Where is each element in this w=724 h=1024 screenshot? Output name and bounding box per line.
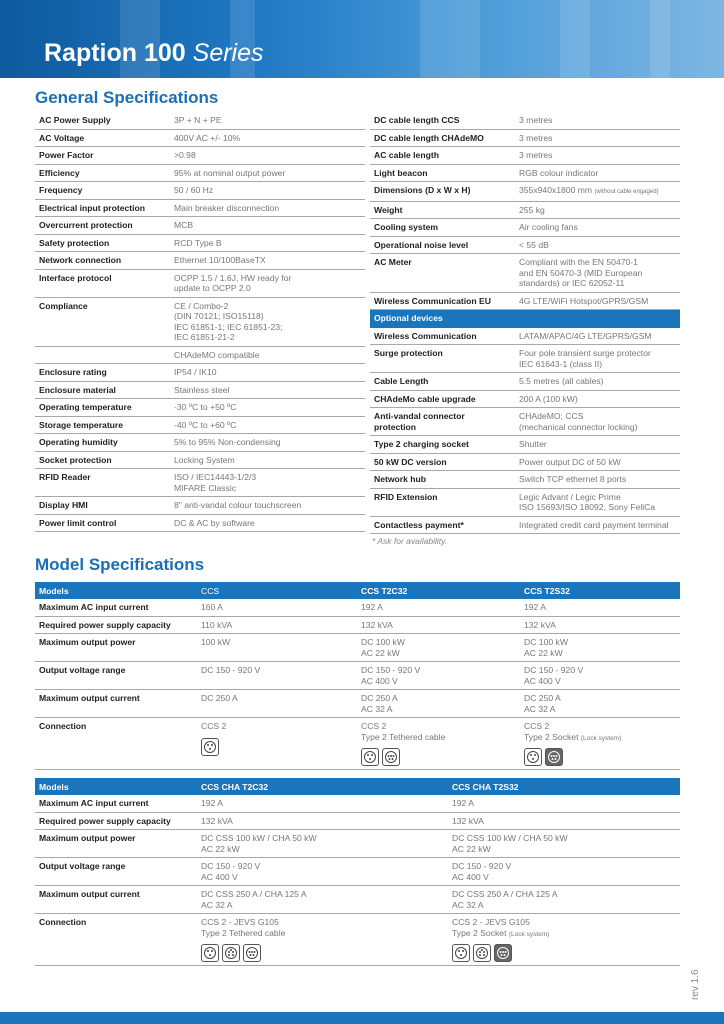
spec-value: [170, 133, 240, 144]
spec-value-text: 5.5 metres (all cables): [519, 376, 604, 386]
chademo-connector-icon: [222, 944, 240, 962]
spec-value-text: RCD Type B: [174, 237, 222, 248]
spec-row: [35, 515, 365, 533]
spec-value: [170, 150, 196, 161]
spec-value-text: CE / Combo-2 (DIN 70121; ISO15118) IEC 61851-1; IEC 61851-23; IEC 61851-21-2: [174, 300, 283, 342]
spec-value-text: Integrated credit card payment terminal: [519, 519, 669, 530]
spec-label: Power limit control: [39, 517, 117, 528]
spec-label: DC cable length CHAdeMO: [374, 132, 484, 143]
spec-label: Electrical input protection: [39, 202, 146, 213]
model-row: [35, 830, 680, 858]
spec-value: [515, 257, 642, 289]
spec-label: Cable Length: [374, 376, 429, 386]
spec-value: [515, 348, 651, 369]
page-title: Raption 100 Series: [44, 39, 264, 67]
spec-label: Weight: [374, 204, 403, 215]
spec-value: [515, 331, 652, 342]
model-value: 110 kVA: [201, 619, 233, 630]
spec-row: [35, 417, 365, 435]
spec-row: [370, 130, 680, 148]
connection-text: CCS 2 - JEVS G105 Type 2 Tethered cable: [201, 917, 286, 938]
spec-label: AC Meter: [374, 257, 412, 267]
model-value: 160 A: [201, 602, 223, 612]
spec-row: [35, 298, 365, 347]
spec-value-text: 400V AC +/- 10%: [174, 132, 241, 143]
connector-icons: [361, 748, 520, 766]
spec-value-text: MCB: [174, 220, 194, 230]
spec-label: CHAdeMo cable upgrade: [374, 393, 476, 404]
model-value: DC 250 A: [201, 693, 238, 703]
spec-row: [370, 310, 680, 328]
availability-footnote: * Ask for availability.: [372, 536, 448, 546]
model-header-cell: CCS: [201, 585, 220, 596]
spec-value: [170, 273, 291, 294]
model-value: 132 kVA: [361, 619, 393, 630]
model-value: DC 100 kW AC 22 kW: [524, 637, 568, 658]
model-header-cell: CCS T2S32: [524, 585, 570, 596]
spec-value: [515, 296, 648, 307]
general-spec-right-column: [370, 112, 680, 534]
spec-value: [515, 168, 598, 179]
spec-row: [370, 373, 680, 391]
spec-value: [170, 255, 266, 266]
model-value: DC 250 A AC 32 A: [524, 693, 561, 714]
spec-value-text: RGB colour indicator: [519, 167, 599, 178]
spec-value-text: 3P + N + PE: [174, 115, 222, 125]
spec-value-text: -30 ºC to +50 ºC: [174, 402, 237, 412]
spec-row: [35, 347, 365, 365]
spec-label: Frequency: [39, 185, 83, 195]
spec-value: [515, 376, 604, 387]
spec-value: [170, 203, 279, 214]
spec-value: [515, 205, 545, 216]
spec-label: Enclosure rating: [39, 367, 107, 377]
spec-value: [170, 472, 256, 493]
spec-label: Anti-vandal connector protection: [374, 411, 465, 432]
spec-value-text: -40 ºC to +60 ºC: [174, 419, 237, 430]
type2-connector-icon: [382, 748, 400, 766]
spec-label: Cooling system: [374, 222, 438, 232]
connector-icons: [452, 944, 680, 962]
model-header-cell: CCS CHA T2S32: [452, 781, 519, 792]
footer-bar: [0, 1012, 724, 1024]
header-banner: [0, 0, 724, 78]
spec-value: [515, 457, 621, 468]
spec-label: Interface protocol: [39, 272, 112, 283]
spec-value-text: Main breaker disconnection: [174, 202, 280, 213]
spec-row: [370, 112, 680, 130]
model-table-2: [35, 778, 680, 966]
spec-value: [515, 185, 659, 198]
connection-text: CCS 2 - JEVS G105 Type 2 Socket: [452, 917, 530, 938]
spec-row: [35, 182, 365, 200]
spec-value-text: 95% at nominal output power: [174, 167, 286, 178]
spec-row: [370, 237, 680, 255]
spec-label: Socket protection: [39, 454, 112, 465]
connector-icons: [524, 748, 680, 766]
model-value: 192 A: [361, 602, 383, 612]
spec-row: [35, 200, 365, 218]
spec-row: [370, 165, 680, 183]
spec-row: [370, 219, 680, 237]
model-header-cell: Models: [39, 585, 69, 596]
spec-value: [170, 168, 285, 179]
spec-row: [370, 345, 680, 373]
connector-icons: [201, 944, 448, 962]
spec-value-text: LATAM/APAC/4G LTE/GPRS/GSM: [519, 330, 652, 341]
spec-value: [170, 301, 282, 343]
model-row: [35, 690, 680, 718]
spec-value: [170, 402, 236, 413]
model-value: DC 100 kW AC 22 kW: [361, 637, 405, 658]
spec-row: [35, 130, 365, 148]
model-row-label: Required power supply capacity: [39, 619, 171, 630]
spec-row: [35, 434, 365, 452]
spec-label: Dimensions (D x W x H): [374, 185, 471, 195]
spec-value-text: >0.98: [174, 150, 196, 160]
spec-value: [170, 455, 235, 466]
model-value: DC 150 - 920 V AC 400 V: [361, 665, 421, 686]
model-row: [35, 886, 680, 914]
connection-value: [520, 721, 680, 766]
spec-value-text: 50 / 60 Hz: [174, 185, 214, 195]
model-value: 100 kW: [201, 637, 231, 647]
spec-label: Wireless Communication: [374, 330, 477, 341]
model-value: 132 kVA: [201, 815, 233, 826]
model-row-label: Connection: [39, 721, 87, 731]
model-row-label: Required power supply capacity: [39, 815, 171, 826]
connection-text: CCS 2 Type 2 Tethered cable: [361, 721, 446, 742]
connection-text: CCS 2: [201, 721, 227, 731]
spec-value: [515, 313, 519, 324]
spec-row: [370, 471, 680, 489]
spec-row: [370, 328, 680, 346]
spec-value: [170, 115, 222, 126]
spec-value: [515, 492, 655, 513]
spec-value-text: Four pole transient surge protector IEC 61643-1 (class II): [519, 348, 651, 369]
model-value: DC CSS 100 kW / CHA 50 kW AC 22 kW: [201, 833, 317, 854]
model-value: 192 A: [201, 798, 223, 808]
ccs-connector-icon: [452, 944, 470, 962]
connection-text: CCS 2 Type 2 Socket: [524, 721, 579, 742]
model-row: [35, 634, 680, 662]
spec-row: [370, 454, 680, 472]
model-row-label: Output voltage range: [39, 665, 126, 675]
spec-label: Display HMI: [39, 500, 88, 510]
spec-label: Optional devices: [374, 313, 443, 323]
model-value: 132 kVA: [452, 815, 484, 826]
spec-value-text: 200 A (100 kW): [519, 393, 578, 404]
spec-label: Operating temperature: [39, 402, 132, 412]
spec-value: [515, 520, 669, 531]
model-row: [35, 795, 680, 813]
spec-value-text: 4G LTE/WiFi Hotspot/GPRS/GSM: [519, 295, 649, 306]
spec-value: [515, 133, 552, 144]
model-value: DC 150 - 920 V AC 400 V: [524, 665, 584, 686]
spec-value: [170, 350, 260, 361]
model-row: [35, 813, 680, 831]
general-specifications-heading: General Specifications: [35, 88, 219, 107]
spec-label: Surge protection: [374, 348, 443, 358]
spec-value: [515, 474, 626, 485]
spec-value: [515, 394, 578, 405]
spec-value-text: 355x940x1800 mm: [519, 185, 593, 195]
model-row: [35, 599, 680, 617]
spec-value-text: 3 metres: [519, 150, 553, 160]
spec-value-text: CHAdeMO compatible: [174, 349, 260, 360]
spec-value: [170, 518, 255, 529]
spec-value-text: 8" anti-vandal colour touchscreen: [174, 500, 302, 510]
model-value: DC CSS 250 A / CHA 125 A AC 32 A: [452, 889, 558, 910]
spec-label: RFID Reader: [39, 472, 91, 482]
type2-connector-icon: [545, 748, 563, 766]
spec-label: Operating humidity: [39, 437, 118, 447]
spec-row: [35, 147, 365, 165]
spec-label: Enclosure material: [39, 384, 116, 395]
spec-label: Storage temperature: [39, 419, 124, 430]
model-specifications-heading: Model Specifications: [35, 555, 205, 574]
spec-label: Network hub: [374, 474, 427, 484]
spec-label: AC cable length: [374, 150, 439, 160]
spec-row: [35, 252, 365, 270]
spec-value-text: OCPP 1.5 / 1.6J, HW ready for update to OCPP 2.0: [174, 272, 292, 293]
model-value: DC 150 - 920 V: [201, 665, 261, 675]
spec-value-text: Air cooling fans: [519, 222, 578, 232]
model-header-cell: Models: [39, 781, 69, 792]
spec-label: Light beacon: [374, 167, 428, 178]
spec-value: [170, 367, 217, 378]
model-value: 192 A: [452, 798, 474, 808]
spec-value: [515, 222, 578, 233]
spec-label: Network connection: [39, 255, 122, 265]
spec-label: Wireless Communication EU: [374, 295, 491, 306]
model-value: DC CSS 250 A / CHA 125 A AC 32 A: [201, 889, 307, 910]
spec-row: [370, 293, 680, 311]
model-value: DC CSS 100 kW / CHA 50 kW AC 22 kW: [452, 833, 568, 854]
spec-value: [515, 115, 552, 126]
spec-value-text: Switch TCP ethernet 8 ports: [519, 474, 627, 484]
model-row-label: Connection: [39, 917, 87, 927]
spec-value-text: Legic Advant / Legic Prime ISO 15693/ISO 18092, Sony FeliCa: [519, 491, 656, 512]
connection-note: (Lock system): [508, 930, 550, 938]
spec-label: Contactless payment*: [374, 519, 464, 530]
spec-value-text: 5% to 95% Non-condensing: [174, 437, 281, 447]
spec-value-text: Compliant with the EN 50470-1 and EN 50470-3 (MID European standards) or IEC 62052-11: [519, 257, 643, 288]
model-row-label: Maximum AC input current: [39, 602, 149, 612]
spec-value: [170, 420, 236, 431]
spec-value-text: Shutter: [519, 439, 547, 449]
connection-value: [448, 917, 680, 962]
ccs-connector-icon: [524, 748, 542, 766]
type2-connector-icon: [243, 944, 261, 962]
model-value: DC 150 - 920 V AC 400 V: [452, 861, 512, 882]
model-row-label: Maximum output power: [39, 637, 136, 647]
revision-label: rev 1.6: [690, 969, 701, 1000]
spec-value: [170, 238, 222, 249]
chademo-connector-icon: [473, 944, 491, 962]
spec-value: [170, 437, 281, 448]
spec-label: Operational noise level: [374, 239, 469, 250]
spec-label: 50 kW DC version: [374, 456, 447, 467]
model-row-label: Maximum output power: [39, 833, 136, 843]
spec-label: AC Voltage: [39, 132, 85, 143]
model-value: 132 kVA: [524, 619, 556, 630]
spec-value-text: IP54 / IK10: [174, 367, 217, 377]
spec-row: [370, 436, 680, 454]
spec-value-text: < 55 dB: [519, 239, 549, 250]
spec-row: [370, 254, 680, 293]
spec-label: RFID Extension: [374, 491, 438, 502]
model-value: DC 150 - 920 V AC 400 V: [201, 861, 261, 882]
type2-connector-icon: [494, 944, 512, 962]
spec-value: [515, 240, 549, 251]
spec-label: Power Factor: [39, 150, 94, 160]
connection-note: (Lock system): [580, 734, 622, 742]
general-spec-left-column: [35, 112, 365, 532]
spec-value: [170, 500, 301, 511]
spec-label: Efficiency: [39, 167, 80, 178]
spec-row: [35, 497, 365, 515]
spec-value-text: Ethernet 10/100BaseTX: [174, 255, 266, 265]
model-header-cell: CCS T2C32: [361, 585, 408, 596]
spec-value-text: Locking System: [174, 454, 235, 465]
connection-value: [357, 721, 520, 766]
spec-value: [515, 150, 552, 161]
model-row-label: Maximum output current: [39, 693, 140, 703]
spec-row: [35, 399, 365, 417]
spec-row: [370, 147, 680, 165]
spec-value-text: 3 metres: [519, 132, 553, 143]
model-row-label: Maximum output current: [39, 889, 140, 899]
ccs-connector-icon: [361, 748, 379, 766]
spec-label: Safety protection: [39, 237, 110, 248]
spec-value: [515, 439, 547, 450]
ccs-connector-icon: [201, 944, 219, 962]
spec-value-text: Power output DC of 50 kW: [519, 456, 621, 467]
spec-row: [35, 235, 365, 253]
spec-value: [170, 385, 229, 396]
spec-row: [370, 408, 680, 436]
spec-row: [370, 517, 680, 535]
model-row: [35, 858, 680, 886]
model-value: 192 A: [524, 602, 546, 612]
spec-label: AC Power Supply: [39, 115, 111, 125]
spec-row: [35, 364, 365, 382]
spec-value: [170, 220, 193, 231]
spec-row: [370, 202, 680, 220]
spec-value-text: 3 metres: [519, 115, 553, 125]
spec-label: Type 2 charging socket: [374, 439, 469, 449]
spec-row: [35, 217, 365, 235]
model-table-header: [35, 582, 680, 599]
spec-value-note: (without cable engaged): [594, 189, 659, 195]
model-row-label: Output voltage range: [39, 861, 126, 871]
spec-row: [35, 469, 365, 497]
model-connection-row: [35, 718, 680, 770]
model-header-cell: CCS CHA T2C32: [201, 781, 269, 792]
model-row-label: Maximum AC input current: [39, 798, 149, 808]
spec-label: Compliance: [39, 300, 88, 311]
model-table-header: [35, 778, 680, 795]
connection-value: [197, 917, 448, 962]
spec-row: [35, 452, 365, 470]
model-table-1: [35, 582, 680, 770]
model-value: DC 250 A AC 32 A: [361, 693, 398, 714]
spec-value-text: DC & AC by software: [174, 517, 255, 528]
model-connection-row: [35, 914, 680, 966]
connection-value: [197, 721, 357, 766]
model-row: [35, 662, 680, 690]
spec-value: [170, 185, 213, 196]
spec-value-text: ISO / IEC14443-1/2/3 MIFARE Classic: [174, 472, 257, 493]
spec-value-text: Stainless steel: [174, 384, 230, 395]
connector-icons: [201, 738, 357, 756]
model-row: [35, 617, 680, 635]
spec-label: DC cable length CCS: [374, 115, 460, 125]
spec-row: [370, 182, 680, 202]
spec-row: [370, 489, 680, 517]
spec-row: [35, 165, 365, 183]
spec-row: [35, 382, 365, 400]
spec-value-text: CHAdeMO; CCS (mechanical connector locking): [519, 411, 638, 432]
spec-row: [35, 270, 365, 298]
spec-value-text: 255 kg: [519, 204, 545, 215]
spec-value: [515, 411, 637, 432]
spec-row: [370, 391, 680, 409]
ccs-connector-icon: [201, 738, 219, 756]
spec-row: [35, 112, 365, 130]
spec-label: Overcurrent protection: [39, 220, 133, 230]
